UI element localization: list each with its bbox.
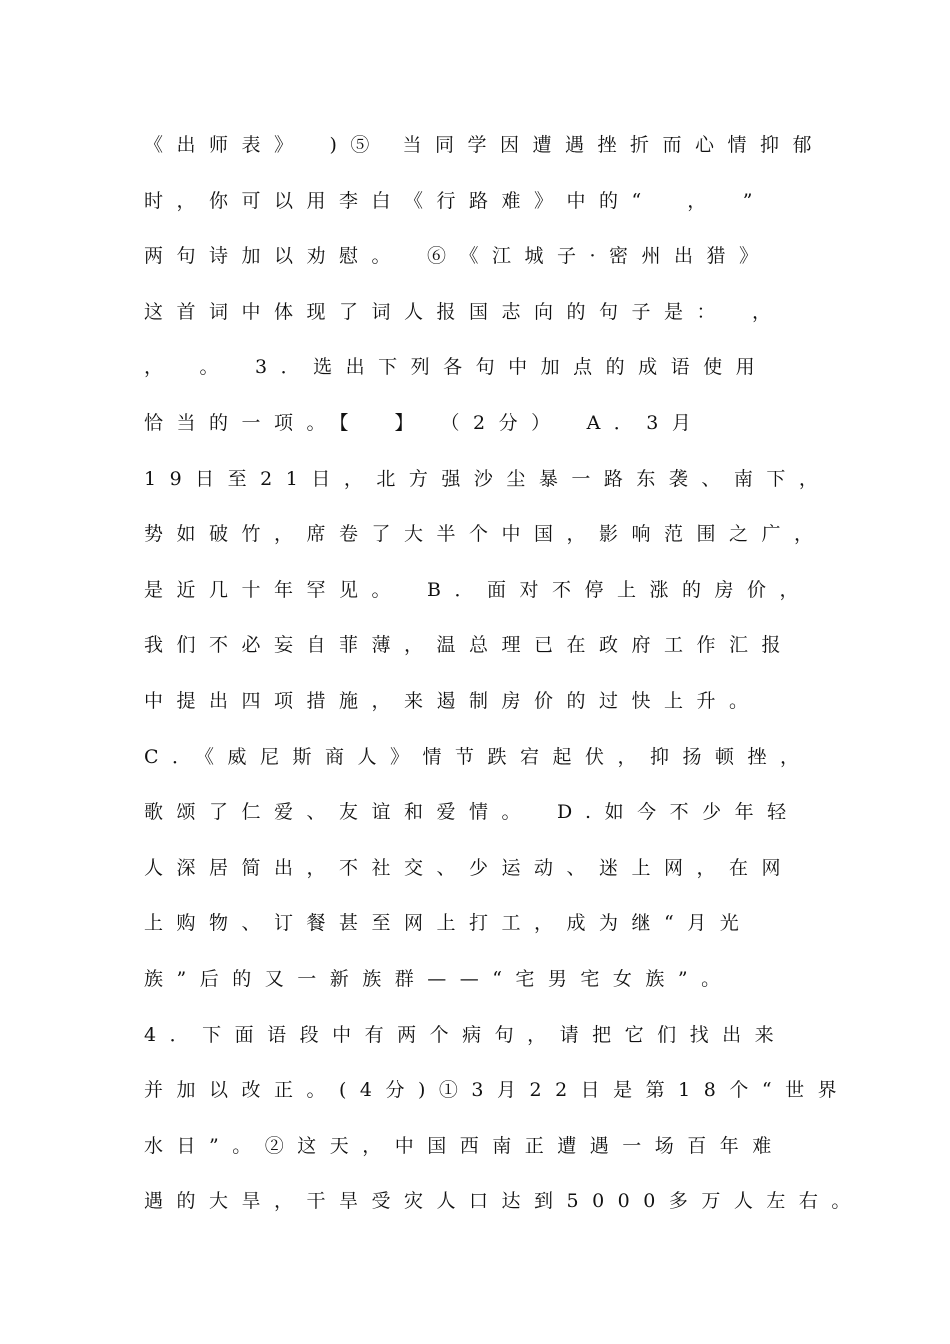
text-line: 并加以改正。(4分)①3月22日是第18个“世界	[144, 1079, 851, 1102]
body-text	[144, 127, 864, 1239]
text-line: ， 。 3．选出下列各句中加点的成语使用	[144, 356, 769, 379]
text-line: 水日”。②这天，中国西南正遭遇一场百年难	[144, 1134, 785, 1157]
text-line: 这首词中体现了词人报国志向的句子是： ，	[144, 300, 785, 323]
text-line: 歌颂了仁爱、友谊和爱情。 D.如今不少年轻	[144, 801, 800, 824]
text-line: 19日至21日，北方强沙尘暴一路东袭、南下，	[144, 467, 832, 490]
text-line: 族”后的又一新族群——“宅男宅女族”。	[144, 967, 734, 990]
text-line: 时，你可以用李白《行路难》中的“ ， ”	[144, 189, 766, 212]
text-line: 两句诗加以劝慰。 ⑥《江城子·密州出猎》	[144, 245, 772, 268]
text-line: 《出师表》 )⑤ 当同学因遭遇挫折而心情抑郁	[144, 134, 825, 156]
text-line: 我们不必妄自菲薄，温总理已在政府工作汇报	[144, 634, 795, 657]
text-line: 是近几十年罕见。 B．面对不停上涨的房价，	[144, 578, 812, 601]
text-line: C．《威尼斯商人》情节跌宕起伏，抑扬顿挫，	[144, 745, 813, 768]
text-line: 人深居简出，不社交、少运动、迷上网，在网	[144, 856, 795, 879]
text-line: 4．下面语段中有两个病句，请把它们找出来	[144, 1023, 788, 1046]
text-line: 上购物、订餐甚至网上打工，成为继“月光	[144, 912, 753, 935]
text-line: 势如破竹，席卷了大半个中国，影响范围之广，	[144, 523, 827, 546]
text-line: 遇的大旱，干旱受灾人口达到5000多万人左右。	[144, 1190, 864, 1213]
text-line: 恰当的一项。【 】 （2分） A．3月	[144, 411, 705, 434]
text-line: 中提出四项措施，来遏制房价的过快上升。	[144, 689, 762, 712]
